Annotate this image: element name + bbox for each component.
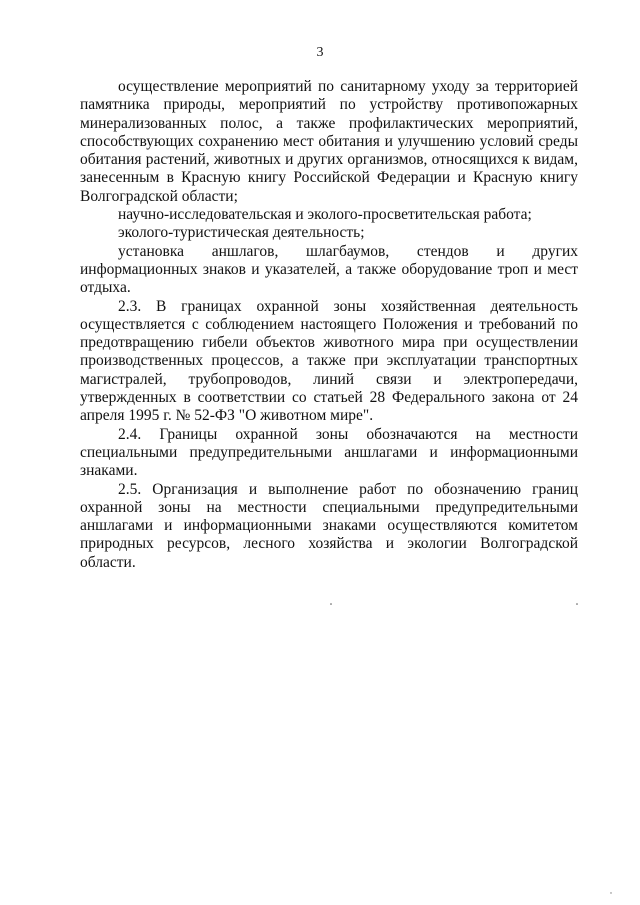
paragraph-2-4-boundary-marking: 2.4. Границы охранной зоны обозначаются на местности специальными предупредительными аншлагами и информационными знаками.	[80, 425, 578, 480]
paragraph-sanitary-measures: осуществление мероприятий по санитарному уходу за территорией памятника природы, мероприятий по устройству противопожарных минерализованных полос, а также профилактических мероприятий, способствующих сохранению мест обитания и улучшению условий среды обитания растений, животных и других организмов, относящихся к видам, занесенным в Красную книгу Российской Федерации и Красную книгу Волгоградской области;	[80, 78, 578, 205]
paragraph-2-3-economic-activity: 2.3. В границах охранной зоны хозяйственная деятельность осуществляется с соблюдением настоящего Положения и требований по предотвращению гибели объектов животного мира при осуществлении производственных процессов, а также при эксплуатации транспортных магистралей, трубопроводов, линий связи и электропередачи, утвержденных в соответствии со статьей 28 Федерального закона от 24 апреля 1995 г. № 52-ФЗ "О животном мире".	[80, 297, 578, 425]
paragraph-research-work: научно-исследовательская и эколого-просветительская работа;	[118, 206, 532, 224]
page-number: 3	[316, 45, 324, 60]
paragraph-2-5-boundary-works: 2.5. Организация и выполнение работ по обозначению границ охранной зоны на местности специальными предупредительными аншлагами и информационными знаками осуществляются комитетом природных ресурсов, лесного хозяйства и экологии Волгоградской области.	[80, 480, 578, 571]
paragraph-signage-installation: установка аншлагов, шлагбаумов, стендов и других информационных знаков и указателей, а также оборудование троп и мест отдыха.	[80, 242, 578, 297]
document-body	[80, 78, 578, 572]
paragraph-eco-tourism: эколого-туристическая деятельность;	[118, 224, 365, 242]
